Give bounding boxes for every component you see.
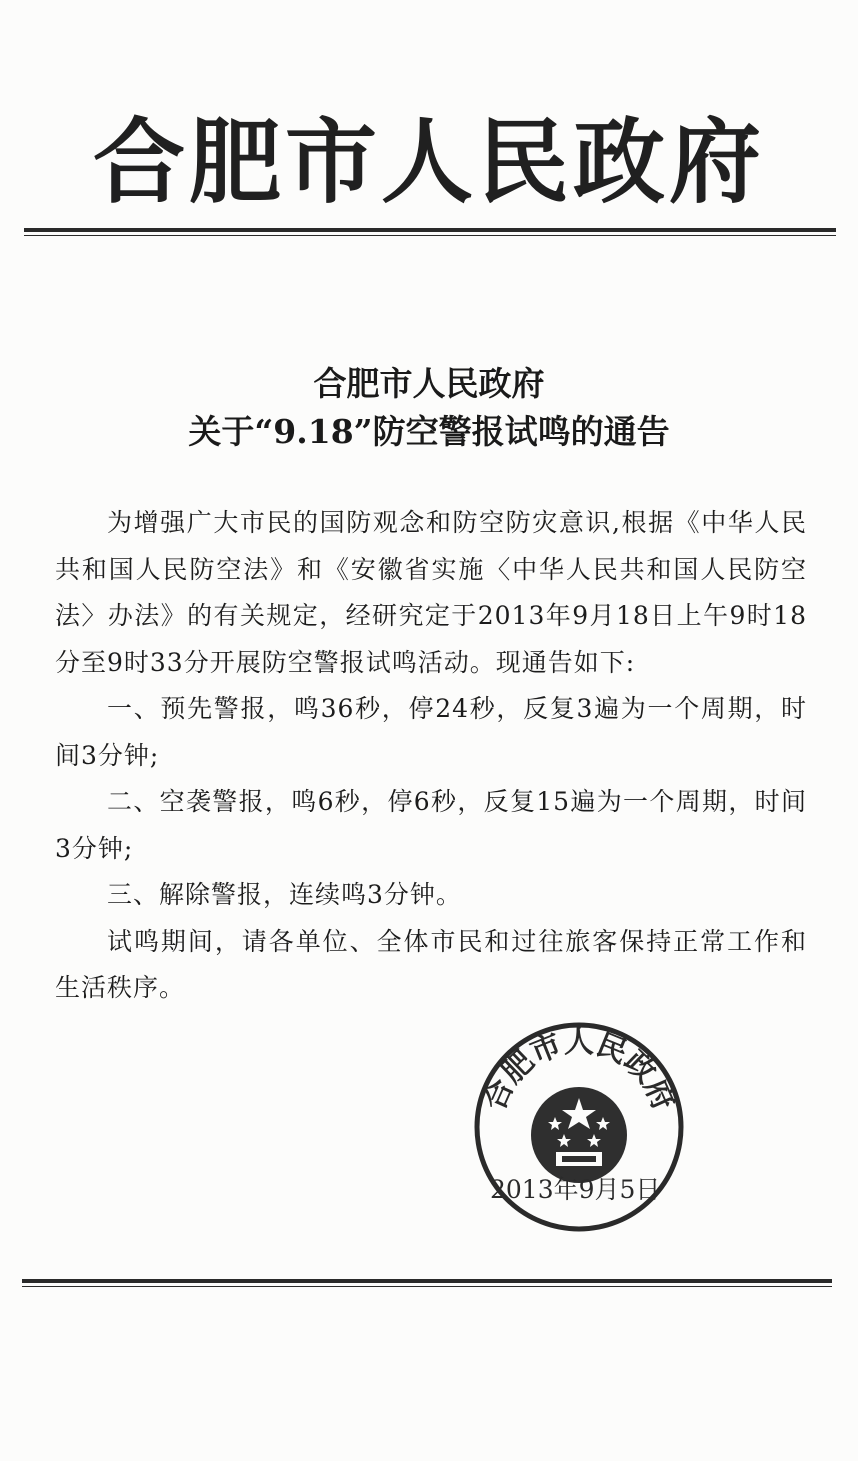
national-emblem-icon: [531, 1087, 627, 1183]
seal-text: 合肥市人民政府: [476, 1025, 682, 1116]
notice-title-line1: 合肥市人民政府: [313, 364, 545, 403]
paragraph-closing: 试鸣期间，请各单位、全体市民和过往旅客保持正常工作和生活秩序。: [55, 926, 807, 1002]
notice-body: [55, 500, 807, 1012]
paragraph-item-2: 二、空袭警报，鸣6秒，停6秒，反复15遍为一个周期，时间3分钟;: [55, 787, 807, 863]
issue-date: 2013年9月5日: [490, 1175, 661, 1204]
header-divider-thin: [24, 235, 836, 236]
footer-divider-thin: [22, 1286, 832, 1287]
header-divider: [24, 228, 836, 232]
notice-title-line2: 关于“9.18”防空警报试鸣的通告: [188, 412, 670, 451]
paragraph-item-1: 一、预先警报，鸣36秒，停24秒，反复3遍为一个周期，时间3分钟;: [55, 694, 807, 770]
footer-divider: [22, 1279, 832, 1283]
paragraph-intro: 为增强广大市民的国防观念和防空防灾意识,根据《中华人民共和国人民防空法》和《安徽省实施〈中华人民共和国人民防空法〉办法》的有关规定，经研究定于2013年9月18日上午9时18分至9时33分开展防空警报试鸣活动。现通告如下:: [55, 508, 807, 677]
paragraph-item-3: 三、解除警报，连续鸣3分钟。: [107, 880, 462, 909]
masthead-title: 合肥市人民政府: [92, 109, 765, 216]
